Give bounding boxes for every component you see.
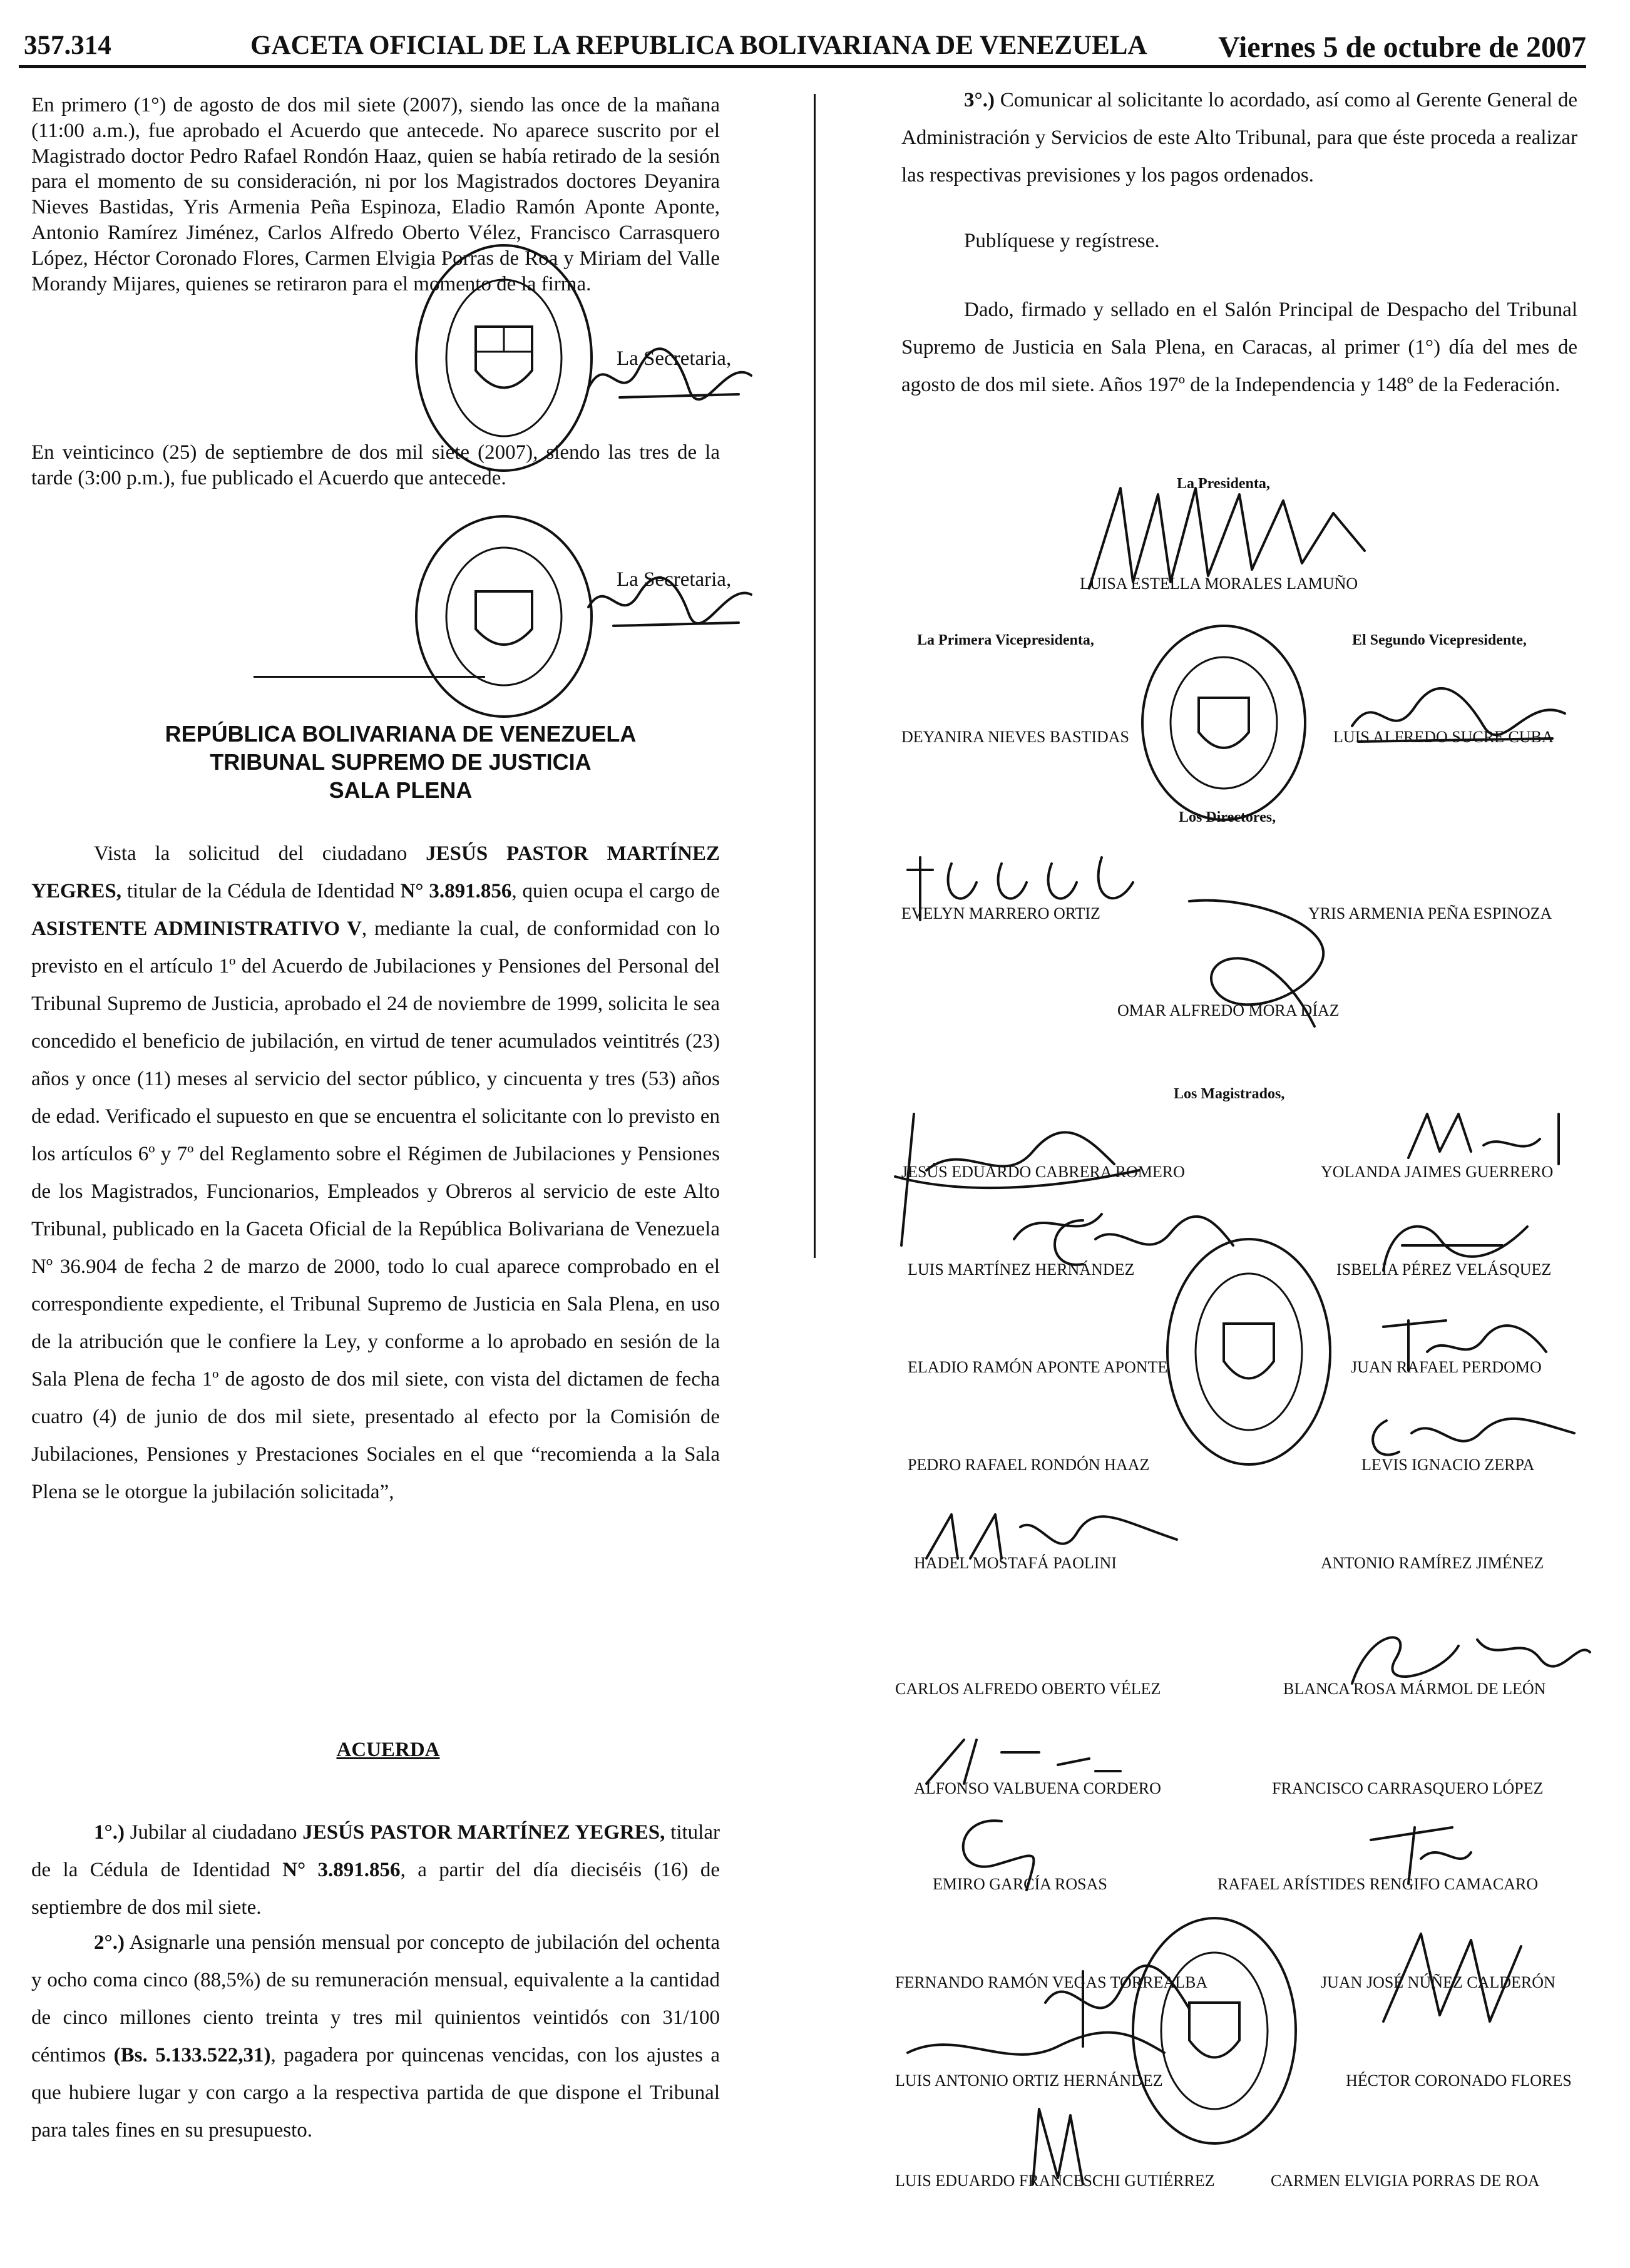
article-number: 3°.)	[964, 89, 995, 111]
signatory-valbuena: ALFONSO VALBUENA CORDERO	[914, 1779, 1161, 1797]
signatory-cabrera: JESÚS EDUARDO CABRERA ROMERO	[901, 1163, 1185, 1181]
signatory-hadel: HADEL MOSTAFÁ PAOLINI	[914, 1554, 1117, 1572]
signature-carrasquero	[1358, 1815, 1484, 1890]
applicant-id: N° 3.891.856	[282, 1859, 401, 1881]
article-text: Asignarle una pensión mensual por concepto de jubilación del ochenta y ocho coma cinco (88,5%) de su remuneración mensual, equivalente a la cantidad de cinco millones ciento treinta y tres mil quinientos veintidós con 31/100 céntimos	[31, 1931, 720, 2066]
signatory-sucre: LUIS ALFREDO SUCRE CUBA	[1333, 728, 1554, 746]
secretaria-label-2: La Secretaria,	[617, 568, 732, 591]
signature-omar	[1177, 889, 1390, 1039]
signature-emiro	[939, 1809, 1064, 1903]
signatory-carrasquero: FRANCISCO CARRASQUERO LÓPEZ	[1272, 1779, 1544, 1797]
applicant-name: JESÚS PASTOR MARTÍNEZ YEGRES,	[31, 842, 720, 902]
signatory-coronado: HÉCTOR CORONADO FLORES	[1346, 2071, 1572, 2090]
article-number: 1°.)	[94, 1821, 125, 1844]
signatory-levis: LEVIS IGNACIO ZERPA	[1361, 1456, 1535, 1474]
vista-text: , quien ocupa el cargo de	[511, 880, 720, 902]
official-seal-3	[1136, 620, 1311, 826]
signature-yolanda	[1402, 1101, 1590, 1177]
signature-valbuena	[914, 1727, 1127, 1796]
signatory-blanca: BLANCA ROSA MÁRMOL DE LEÓN	[1283, 1680, 1546, 1698]
official-seal-1	[410, 239, 598, 477]
signatory-eladio: ELADIO RAMÓN APONTE APONTE	[908, 1358, 1168, 1376]
document-heading	[0, 720, 801, 804]
article-text: titular de la Cédula de Identidad	[31, 1821, 720, 1881]
dado-paragraph: Dado, firmado y sellado en el Salón Principal de Despacho del Tribunal Supremo de Justicia en Sala Plena, en Caracas, al primer (1°) día del mes de agosto de dos mil siete. Años 197º de la Independencia y 148º de la Federación.	[901, 299, 1577, 396]
official-seal-2	[410, 510, 598, 723]
secretaria-signature-2	[582, 563, 757, 638]
signatory-perdomo: JUAN RAFAEL PERDOMO	[1351, 1358, 1542, 1376]
publication-title: GACETA OFICIAL DE LA REPUBLICA BOLIVARIANA DE VENEZUELA	[250, 31, 1147, 60]
page-number: 357.314	[24, 31, 111, 60]
vista-text: , mediante la cual, de conformidad con lo previsto en el artículo 1º del Acuerdo de Jubilaciones y Pensiones del Personal del Tribunal Supremo de Justicia, aprobado el 24 de noviembre de 1999, solicita le sea concedido el beneficio de jubilación, en virtud de tener acumulados veintitrés (23) años y once (11) meses al servicio del sector público, y cincuenta y tres (53) años de edad. Verificado el supuesto en que se encuentra el solicitante con lo previsto en los artículos 6º y 7º del Reglamento sobre el Régimen de Jubilaciones y Pensiones de los Magistrados, Funcionarios, Empleados y Obreros al servicio de este Alto Tribunal, publicado en la Gaceta Oficial de la República Bolivariana de Venezuela Nº 36.904 de fecha 2 de marzo de 2000, todo lo cual aparece comprobado en el correspondiente expediente, el Tribunal Supremo de Justicia en Sala Plena, en uso de la atribución que le confiere la Ley, y conforme a lo aprobado en sesión de la Sala Plena de fecha 1º de agosto de dos mil siete, con vista del dictamen de fecha cuatro (4) de junio de dos mil siete, presentado al efecto por la Comisión de Jubilaciones, Pensiones y Prestaciones Sociales en el que “recomienda a la Sala Plena se le otorgue la jubilación solicitada”,	[31, 917, 720, 1503]
article-3	[901, 81, 1577, 194]
presidenta-name: LUISA ESTELLA MORALES LAMUÑO	[1080, 575, 1358, 593]
secretaria-label-1: La Secretaria,	[617, 347, 732, 370]
article-1	[31, 1814, 720, 1926]
signatory-vegas: FERNANDO RAMÓN VEGAS TORREALBA	[895, 1973, 1208, 1991]
signatory-yolanda: YOLANDA JAIMES GUERRERO	[1321, 1163, 1554, 1181]
signature-isbelia	[1365, 1202, 1552, 1283]
signatory-emiro: EMIRO GARCÍA ROSAS	[933, 1875, 1107, 1893]
signatory-ortiz: LUIS ANTONIO ORTIZ HERNÁNDEZ	[895, 2071, 1163, 2090]
acuerda-heading: ACUERDA	[336, 1739, 440, 1761]
signatory-nunez: JUAN JOSÉ NÚÑEZ CALDERÓN	[1321, 1973, 1556, 1991]
secretaria-signature-1	[582, 338, 757, 413]
signatory-oberto: CARLOS ALFREDO OBERTO VÉLEZ	[895, 1680, 1161, 1698]
vista-text: titular de la Cédula de Identidad	[121, 880, 401, 902]
signature-blanca	[1333, 1615, 1596, 1696]
signature-martinez	[1033, 1202, 1246, 1283]
signatory-antonio: ANTONIO RAMÍREZ JIMÉNEZ	[1321, 1554, 1544, 1572]
signatory-yris: YRIS ARMENIA PEÑA ESPINOZA	[1308, 904, 1552, 922]
segundo-vice-label: El Segundo Vicepresidente,	[1352, 632, 1527, 648]
signatory-isbelia: ISBELIA PÉREZ VELÁSQUEZ	[1336, 1260, 1552, 1279]
presidenta-label: La Presidenta,	[1177, 476, 1270, 492]
signatory-deyanira: DEYANIRA NIEVES BASTIDAS	[901, 728, 1130, 746]
article-text: , pagadera por quincenas vencidas, con los ajustes a que hubiere lugar y con cargo a la respectiva partida de que dispone el Tribunal para tales fines en su presupuesto.	[31, 2044, 720, 2142]
article-2	[31, 1924, 720, 2149]
signature-evelyn	[895, 845, 1158, 932]
applicant-position: ASISTENTE ADMINISTRATIVO V	[31, 917, 362, 940]
applicant-name: JESÚS PASTOR MARTÍNEZ YEGRES,	[302, 1821, 665, 1844]
signatory-evelyn: EVELYN MARRERO ORTIZ	[901, 904, 1100, 922]
signatory-porras: CARMEN ELVIGIA PORRAS DE ROA	[1271, 2172, 1540, 2190]
heading-sala: SALA PLENA	[329, 777, 473, 803]
article-number: 2°.)	[94, 1931, 125, 1954]
publication-paragraph: En veinticinco (25) de septiembre de dos mil siete (2007), siendo las tres de la tarde (3:00 p.m.), fue publicado el Acuerdo que antecede.	[31, 441, 720, 489]
article-text: Comunicar al solicitante lo acordado, así como al Gerente General de Administración y Servicios de este Alto Tribunal, para que éste proceda a realizar las respectivas previsiones y los pagos ordenados.	[901, 89, 1577, 186]
signatory-rengifo: RAFAEL ARÍSTIDES RENGIFO CAMACARO	[1217, 1875, 1539, 1893]
signature-nunez	[1365, 1921, 1552, 2034]
magistrados-label: Los Magistrados,	[1174, 1086, 1285, 1102]
signature-franceschi	[1014, 2097, 1102, 2190]
publiquese-line: Publíquese y regístrese.	[964, 230, 1160, 252]
page-header	[19, 28, 1586, 68]
signatory-omar: OMAR ALFREDO MORA DÍAZ	[1117, 1001, 1340, 1019]
signature-levis	[1361, 1396, 1587, 1471]
signature-sucre	[1340, 682, 1577, 751]
signature-ortiz	[895, 2015, 1171, 2078]
issue-date: Viernes 5 de octubre de 2007	[1218, 31, 1586, 64]
signatory-martinez: LUIS MARTÍNEZ HERNÁNDEZ	[908, 1260, 1135, 1279]
applicant-id: N° 3.891.856	[400, 880, 512, 902]
article-text: , a partir del día dieciséis (16) de septiembre de dos mil siete.	[31, 1859, 720, 1919]
heading-tribunal: TRIBUNAL SUPREMO DE JUSTICIA	[210, 749, 592, 775]
article-text: Jubilar al ciudadano	[124, 1821, 303, 1844]
heading-republic: REPÚBLICA BOLIVARIANA DE VENEZUELA	[165, 721, 637, 747]
vista-text: Vista la solicitud del ciudadano	[94, 842, 426, 865]
primera-vice-label: La Primera Vicepresidenta,	[917, 632, 1094, 648]
column-divider	[814, 94, 816, 1258]
signatory-rondon: PEDRO RAFAEL RONDÓN HAAZ	[908, 1456, 1150, 1474]
signature-hadel	[914, 1502, 1189, 1571]
pension-amount: (Bs. 5.133.522,31)	[113, 2044, 271, 2066]
vista-paragraph	[31, 835, 720, 1511]
signature-perdomo	[1371, 1302, 1559, 1377]
directores-label: Los Directores,	[1179, 809, 1276, 825]
signature-presidenta	[1064, 476, 1390, 601]
approval-paragraph: En primero (1°) de agosto de dos mil siete (2007), siendo las once de la mañana (11:00 a.m.), fue aprobado el Acuerdo que antecede. No aparece suscrito por el Magistrado doctor Pedro Rafael Rondón Haaz, quien se había retirado de la sesión para el momento de su consideración, ni por los Magistrados doctores Deyanira Nieves Bastidas, Yris Armenia Peña Espinoza, Eladio Ramón Aponte Aponte, Antonio Ramírez Jiménez, Carlos Alfredo Oberto Vélez, Francisco Carrasquero López, Héctor Coronado Flores, Carmen Elvigia Porras de Roa y Miriam del Valle Morandy Mijares, quienes se retiraron para el momento de la firma.	[31, 94, 720, 295]
signatory-franceschi: LUIS EDUARDO FRANCESCHI GUTIÉRREZ	[895, 2172, 1215, 2190]
